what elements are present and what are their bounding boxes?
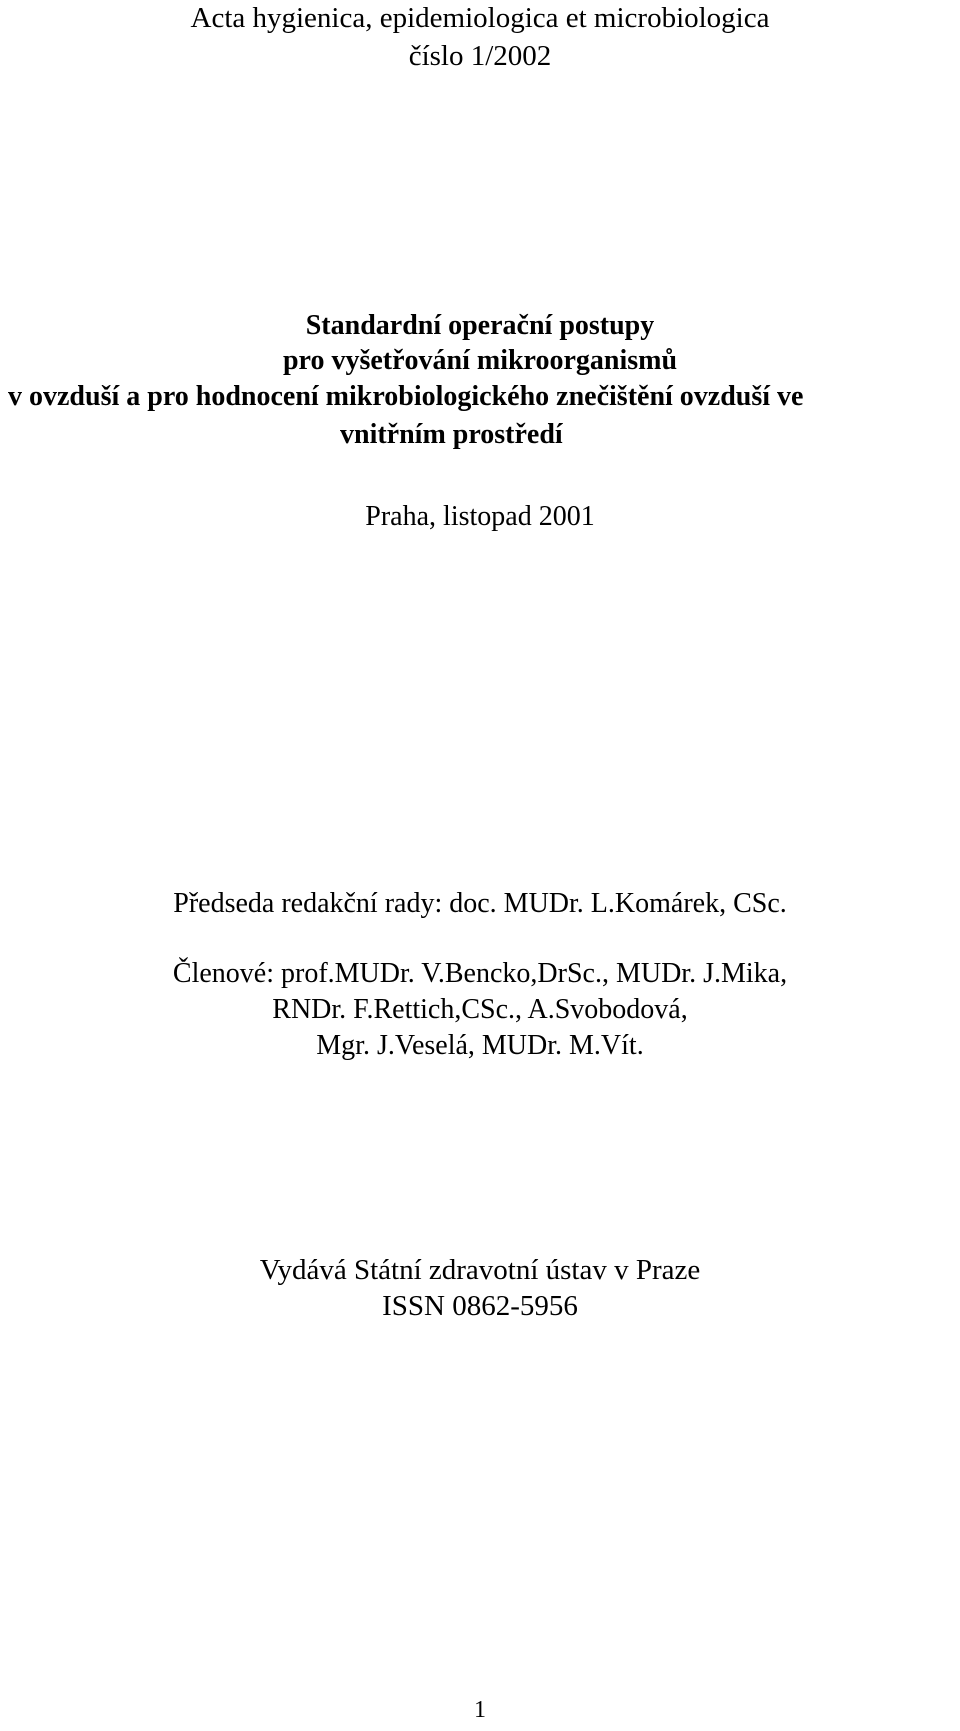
title-line-3: v ovzduší a pro hodnocení mikrobiologického znečištění ovzduší ve <box>8 381 804 412</box>
editorial-members-line-2: RNDr. F.Rettich,CSc., A.Svobodová, <box>272 994 688 1025</box>
issn: ISSN 0862-5956 <box>382 1290 578 1322</box>
editorial-members-line-1: Členové: prof.MUDr. V.Bencko,DrSc., MUDr. J.Mika, <box>172 958 788 989</box>
publisher: Vydává Státní zdravotní ústav v Praze <box>259 1254 701 1286</box>
issue-number: číslo 1/2002 <box>408 40 552 72</box>
place-date: Praha, listopad 2001 <box>365 501 595 532</box>
editorial-chair: Předseda redakční rady: doc. MUDr. L.Komárek, CSc. <box>173 888 787 919</box>
title-line-1: Standardní operační postupy <box>305 310 655 341</box>
page-number: 1 <box>474 1697 486 1723</box>
editorial-members-line-3: Mgr. J.Veselá, MUDr. M.Vít. <box>316 1030 644 1061</box>
journal-name: Acta hygienica, epidemiologica et microbiologica <box>190 2 770 34</box>
title-line-2: pro vyšetřování mikroorganismů <box>282 345 678 376</box>
title-line-4: vnitřním prostředí <box>340 419 563 450</box>
